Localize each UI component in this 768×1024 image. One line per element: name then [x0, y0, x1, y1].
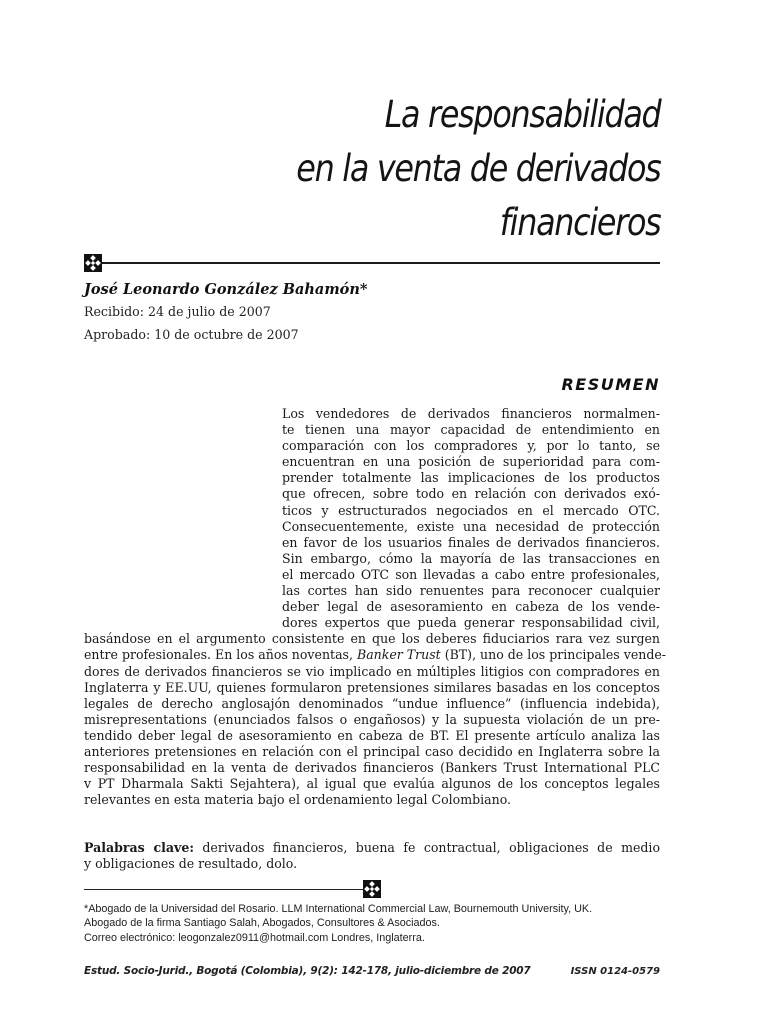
abstract-heading: RESUMEN — [561, 375, 660, 394]
abstract-body — [84, 406, 667, 808]
title-line: en la venta de derivados — [295, 147, 660, 190]
abstract-line: las cortes han sido renuentes para reconocer cualquier — [282, 583, 660, 599]
abstract-line-part: entre profesionales. En los años noventas, — [84, 647, 357, 663]
abstract-line: el mercado OTC son llevadas a cabo entre profesionales, — [282, 566, 660, 582]
keywords — [84, 840, 660, 872]
abstract-line: dores expertos que pueda generar responsabilidad civil, — [282, 615, 660, 631]
diamond-ornament-icon — [84, 254, 102, 272]
abstract-line-part: (BT), uno de los principales vende- — [440, 647, 667, 663]
abstract-line: deber legal de asesoramiento en cabeza de los vende- — [282, 599, 660, 615]
diamond-ornament-icon — [363, 880, 381, 898]
author-name: José Leonardo González Bahamón* — [84, 281, 368, 298]
abstract-line: Consecuentemente, existe una necesidad de protección — [282, 518, 660, 534]
received-date: Recibido: 24 de julio de 2007 — [84, 304, 271, 319]
abstract-line: en favor de los usuarios finales de derivados financieros. — [282, 534, 660, 550]
abstract-line: anteriores pretensiones en relación con el principal caso decidido en Inglaterra sobre la — [84, 743, 660, 759]
title-rule — [84, 262, 660, 264]
abstract-line: dores de derivados financieros se vio implicado en múltiples litigios con compradores en — [84, 663, 660, 679]
abstract-line: prender totalmente las implicaciones de los productos — [282, 470, 660, 486]
keywords-text: derivados financieros, buena fe contractual, obligaciones de medio — [193, 840, 660, 855]
abstract-line: encuentran en una posición de superioridad para com- — [282, 454, 660, 470]
abstract-line — [84, 647, 667, 663]
keywords-label: Palabras clave: — [84, 840, 194, 855]
abstract-line: legales de derecho anglosajón denominados “undue influence” (influencia indebida), — [84, 695, 660, 711]
footnote-line: *Abogado de la Universidad del Rosario. LLM International Commercial Law, Bournemouth University, UK. — [84, 903, 593, 915]
abstract-line: tendido deber legal de asesoramiento en cabeza de BT. El presente artículo analiza las — [84, 727, 660, 743]
abstract-line: relevantes en esta materia bajo el ordenamiento legal Colombiano. — [84, 792, 512, 808]
title-line: financieros — [499, 201, 660, 244]
footnote-line: Abogado de la firma Santiago Salah, Abogados, Consultores & Asociados. — [84, 917, 440, 930]
keywords-line: y obligaciones de resultado, dolo. — [84, 856, 298, 872]
abstract-line: te tienen una mayor capacidad de entendimiento en — [282, 422, 660, 438]
title-line: La responsabilidad — [384, 93, 660, 136]
abstract-line-italic: Banker Trust — [356, 647, 441, 663]
abstract-line: v PT Dharmala Sakti Sejahtera), al igual que evalúa algunos de los conceptos legales — [84, 776, 660, 792]
abstract-line: basándose en el argumento consistente en que los deberes fiduciarios rara vez surgen — [84, 631, 660, 647]
abstract-line: Sin embargo, cómo la mayoría de las transacciones en — [282, 550, 660, 566]
abstract-line: que ofrecen, sobre todo en relación con derivados exó- — [282, 486, 660, 502]
journal-citation: Estud. Socio-Jurid., Bogotá (Colombia), 9(2): 142-178, julio-diciembre de 2007 — [84, 965, 531, 977]
article-title — [296, 88, 660, 250]
abstract-line: Inglaterra y EE.UU, quienes formularon pretensiones similares basadas en los conceptos — [84, 679, 660, 695]
approved-date: Aprobado: 10 de octubre de 2007 — [84, 327, 299, 342]
abstract-line: ticos y estructurados negociados en el mercado OTC. — [282, 502, 660, 518]
abstract-line: comparación con los compradores y, por lo tanto, se — [282, 438, 660, 454]
footnote-line: Correo electrónico: leogonzalez0911@hotmail.com Londres, Inglaterra. — [84, 931, 425, 944]
issn: ISSN 0124-0579 — [570, 966, 660, 977]
abstract-line: misrepresentations (enunciados falsos o engañosos) y la supuesta violación de un pre- — [84, 711, 660, 727]
abstract-line: Los vendedores de derivados financieros normalmen- — [282, 406, 660, 421]
keywords-line — [84, 840, 660, 856]
author-footnote — [84, 902, 660, 945]
footnote-rule — [84, 889, 363, 890]
abstract-line: responsabilidad en la venta de derivados financieros (Bankers Trust International PLC — [84, 760, 660, 776]
